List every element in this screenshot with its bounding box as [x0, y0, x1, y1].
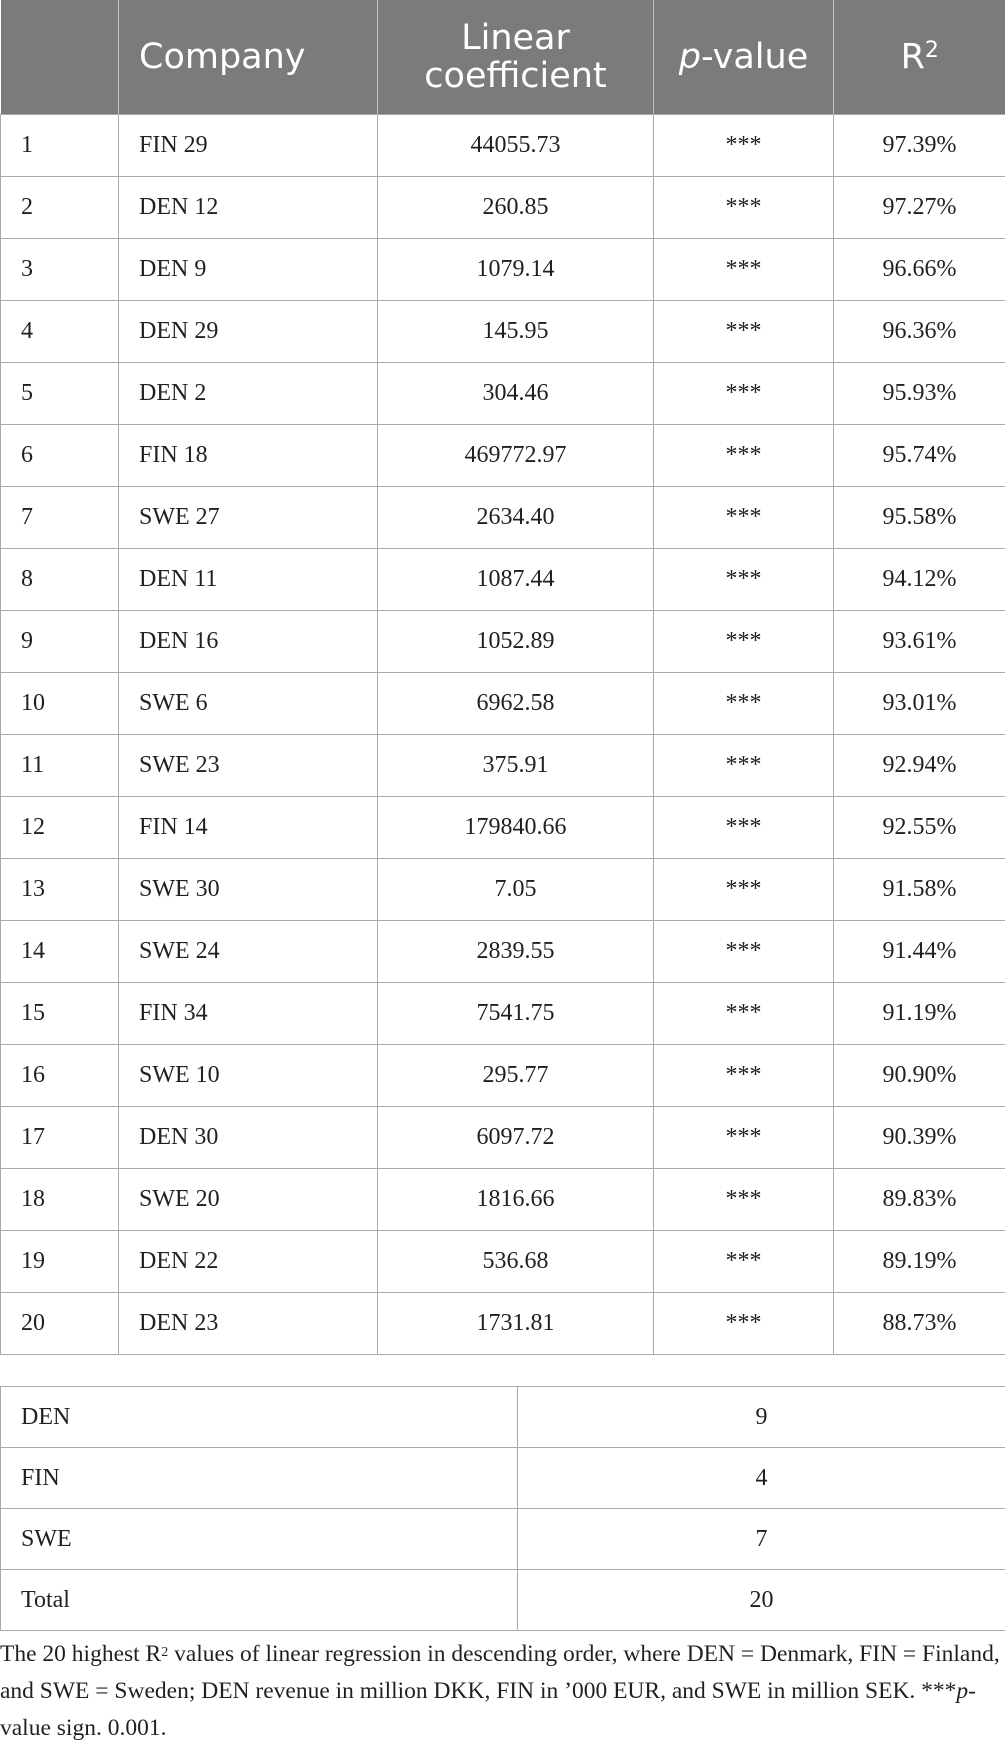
- r-squared-cell: 89.83%: [834, 1169, 1005, 1231]
- r-squared-cell: 90.39%: [834, 1107, 1005, 1169]
- company-cell: DEN 16: [119, 611, 378, 673]
- rank-cell: 1: [1, 115, 119, 177]
- table-row: [1, 611, 1005, 673]
- footnote-part3: -value sign. 0.001.: [0, 1678, 976, 1741]
- rank-cell: 19: [1, 1231, 119, 1293]
- r-squared-cell: 91.44%: [834, 921, 1005, 983]
- r-squared-cell: 96.36%: [834, 301, 1005, 363]
- coefficient-cell: 7.05: [378, 859, 654, 921]
- rank-cell: 6: [1, 425, 119, 487]
- rank-cell: 5: [1, 363, 119, 425]
- r-squared-cell: 91.19%: [834, 983, 1005, 1045]
- header-p-value-italic: p: [678, 37, 701, 77]
- count-cell: 7: [518, 1509, 1005, 1570]
- company-cell: DEN 23: [119, 1293, 378, 1355]
- p-value-cell: ***: [654, 611, 834, 673]
- company-cell: SWE 24: [119, 921, 378, 983]
- rank-cell: 8: [1, 549, 119, 611]
- p-value-cell: ***: [654, 1231, 834, 1293]
- coefficient-cell: 6097.72: [378, 1107, 654, 1169]
- coefficient-cell: 1079.14: [378, 239, 654, 301]
- footnote-superscript: 2: [161, 1645, 169, 1660]
- company-cell: FIN 34: [119, 983, 378, 1045]
- r-squared-cell: 91.58%: [834, 859, 1005, 921]
- rank-cell: 20: [1, 1293, 119, 1355]
- r-squared-cell: 93.61%: [834, 611, 1005, 673]
- coefficient-cell: 375.91: [378, 735, 654, 797]
- header-p-value-rest: -value: [700, 37, 809, 77]
- p-value-cell: ***: [654, 1045, 834, 1107]
- table-row: [1, 1169, 1005, 1231]
- country-cell: FIN: [1, 1448, 518, 1509]
- country-cell: Total: [1, 1570, 518, 1631]
- p-value-cell: ***: [654, 177, 834, 239]
- header-index: [1, 0, 119, 115]
- company-cell: FIN 18: [119, 425, 378, 487]
- coefficient-cell: 6962.58: [378, 673, 654, 735]
- r-squared-cell: 94.12%: [834, 549, 1005, 611]
- company-cell: DEN 29: [119, 301, 378, 363]
- p-value-cell: ***: [654, 735, 834, 797]
- header-p-value: [654, 0, 834, 115]
- p-value-cell: ***: [654, 797, 834, 859]
- r-squared-cell: 95.74%: [834, 425, 1005, 487]
- count-cell: 4: [518, 1448, 1005, 1509]
- header-r-squared: [834, 0, 1005, 115]
- r-squared-cell: 92.55%: [834, 797, 1005, 859]
- table-row: [1, 921, 1005, 983]
- table-row: [1, 797, 1005, 859]
- table-row: [1, 363, 1005, 425]
- rank-cell: 18: [1, 1169, 119, 1231]
- table-row: [1, 1293, 1005, 1355]
- p-value-cell: ***: [654, 301, 834, 363]
- country-cell: DEN: [1, 1387, 518, 1448]
- p-value-cell: ***: [654, 239, 834, 301]
- company-cell: FIN 14: [119, 797, 378, 859]
- coefficient-cell: 179840.66: [378, 797, 654, 859]
- p-value-cell: ***: [654, 115, 834, 177]
- count-cell: 20: [518, 1570, 1005, 1631]
- rank-cell: 3: [1, 239, 119, 301]
- table-row: [1, 301, 1005, 363]
- r-squared-cell: 95.93%: [834, 363, 1005, 425]
- coefficient-cell: 145.95: [378, 301, 654, 363]
- footnote-part2: values of linear regression in descending order, where DEN = Denmark, FIN = Finland, and SWE = Sweden; DEN revenue in million DKK, FIN in ’000 EUR, and SWE in million SEK. ***: [0, 1641, 1000, 1704]
- company-cell: SWE 6: [119, 673, 378, 735]
- company-cell: DEN 11: [119, 549, 378, 611]
- p-value-cell: ***: [654, 425, 834, 487]
- header-linear-coefficient: [378, 0, 654, 115]
- r-squared-cell: 97.27%: [834, 177, 1005, 239]
- company-cell: SWE 30: [119, 859, 378, 921]
- country-count-table: [0, 1386, 1005, 1631]
- table-footnote: [0, 1636, 1005, 1747]
- rank-cell: 2: [1, 177, 119, 239]
- p-value-cell: ***: [654, 1107, 834, 1169]
- company-cell: DEN 12: [119, 177, 378, 239]
- coefficient-cell: 260.85: [378, 177, 654, 239]
- company-cell: DEN 9: [119, 239, 378, 301]
- r-squared-cell: 96.66%: [834, 239, 1005, 301]
- r-squared-cell: 97.39%: [834, 115, 1005, 177]
- header-r-squared-base: R: [900, 37, 925, 77]
- rank-cell: 9: [1, 611, 119, 673]
- r-squared-cell: 90.90%: [834, 1045, 1005, 1107]
- table-row: [1, 487, 1005, 549]
- rank-cell: 17: [1, 1107, 119, 1169]
- footnote-p-italic: p: [956, 1678, 969, 1704]
- header-company: Company: [119, 0, 378, 115]
- rank-cell: 11: [1, 735, 119, 797]
- rank-cell: 13: [1, 859, 119, 921]
- company-cell: SWE 23: [119, 735, 378, 797]
- r-squared-cell: 88.73%: [834, 1293, 1005, 1355]
- table-row: [1, 549, 1005, 611]
- summary-table-body: [1, 1387, 1005, 1631]
- table-row: [1, 735, 1005, 797]
- coefficient-cell: 536.68: [378, 1231, 654, 1293]
- rank-cell: 4: [1, 301, 119, 363]
- coefficient-cell: 2634.40: [378, 487, 654, 549]
- coefficient-cell: 295.77: [378, 1045, 654, 1107]
- p-value-cell: ***: [654, 673, 834, 735]
- header-linear-coefficient-line2: coefficient: [424, 56, 607, 96]
- count-cell: 9: [518, 1387, 1005, 1448]
- rank-cell: 12: [1, 797, 119, 859]
- coefficient-cell: 1731.81: [378, 1293, 654, 1355]
- company-cell: DEN 30: [119, 1107, 378, 1169]
- coefficient-cell: 304.46: [378, 363, 654, 425]
- table-row: [1, 859, 1005, 921]
- coefficient-cell: 469772.97: [378, 425, 654, 487]
- table-row: [1, 177, 1005, 239]
- company-cell: SWE 27: [119, 487, 378, 549]
- table-body: [1, 115, 1005, 1355]
- coefficient-cell: 1816.66: [378, 1169, 654, 1231]
- p-value-cell: ***: [654, 1293, 834, 1355]
- p-value-cell: ***: [654, 983, 834, 1045]
- r-squared-cell: 93.01%: [834, 673, 1005, 735]
- table-row: [1, 1045, 1005, 1107]
- company-cell: DEN 22: [119, 1231, 378, 1293]
- r-squared-cell: 92.94%: [834, 735, 1005, 797]
- coefficient-cell: 1052.89: [378, 611, 654, 673]
- rank-cell: 10: [1, 673, 119, 735]
- rank-cell: 16: [1, 1045, 119, 1107]
- rank-cell: 7: [1, 487, 119, 549]
- country-cell: SWE: [1, 1509, 518, 1570]
- r-squared-cell: 95.58%: [834, 487, 1005, 549]
- coefficient-cell: 44055.73: [378, 115, 654, 177]
- summary-row: [1, 1509, 1005, 1570]
- p-value-cell: ***: [654, 859, 834, 921]
- summary-row: [1, 1387, 1005, 1448]
- summary-row: [1, 1570, 1005, 1631]
- rank-cell: 14: [1, 921, 119, 983]
- table-row: [1, 115, 1005, 177]
- table-row: [1, 1231, 1005, 1293]
- summary-row: [1, 1448, 1005, 1509]
- p-value-cell: ***: [654, 1169, 834, 1231]
- p-value-cell: ***: [654, 921, 834, 983]
- rank-cell: 15: [1, 983, 119, 1045]
- header-row: [1, 0, 1005, 115]
- header-linear-coefficient-line1: Linear: [461, 18, 570, 58]
- p-value-cell: ***: [654, 549, 834, 611]
- company-cell: SWE 10: [119, 1045, 378, 1107]
- company-cell: SWE 20: [119, 1169, 378, 1231]
- table-row: [1, 239, 1005, 301]
- coefficient-cell: 7541.75: [378, 983, 654, 1045]
- company-cell: DEN 2: [119, 363, 378, 425]
- table-row: [1, 1107, 1005, 1169]
- table-header: [1, 0, 1005, 115]
- coefficient-cell: 2839.55: [378, 921, 654, 983]
- r-squared-cell: 89.19%: [834, 1231, 1005, 1293]
- footnote-part1: The 20 highest R: [0, 1641, 162, 1667]
- table-row: [1, 673, 1005, 735]
- coefficient-cell: 1087.44: [378, 549, 654, 611]
- p-value-cell: ***: [654, 487, 834, 549]
- p-value-cell: ***: [654, 363, 834, 425]
- table-row: [1, 983, 1005, 1045]
- header-r-squared-superscript: 2: [924, 38, 939, 63]
- table-row: [1, 425, 1005, 487]
- company-cell: FIN 29: [119, 115, 378, 177]
